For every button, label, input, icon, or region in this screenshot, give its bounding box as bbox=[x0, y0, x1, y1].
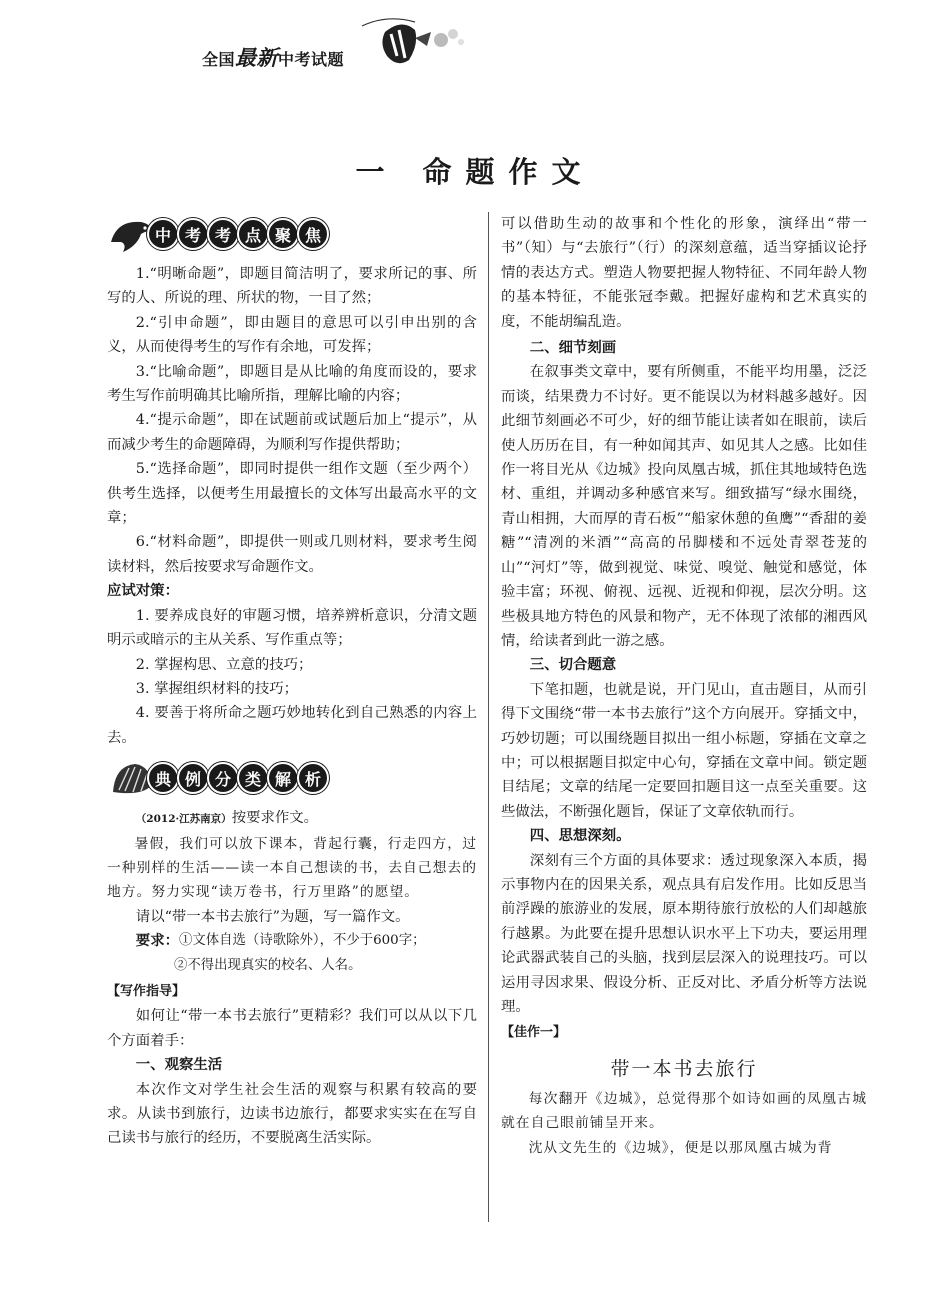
series-title bbox=[202, 42, 344, 72]
section-text-detail: 在叙事类文章中，要有所侧重，不能平均用墨，泛泛而谈，结果费力不讨好。更不能误以为材料越多越好。因此细节刻画必不可少，好的细节能让读者如在眼前，读后使人历历在目，有一种如闻其声、如见其人之感。比如佳作一将目光从《边城》投向凤凰古城，抓住其地域特色选材、重组，并调动多种感官来写。细致描写“绿水围绕，青山相拥，大而厚的青石板”“船家休憩的鱼鹰”“香甜的姜糖”“清冽的米酒”“高高的吊脚楼和不远处青翠苍茏的山”“河灯”等，做到视觉、味觉、嗅觉、触觉和感觉，体验丰富；环视、俯视、远视、近视和仰视，层次分明。这些极具地方特色的风景和物产，无不体现了浓郁的湘西风情，给读者到此一游之感。 bbox=[501, 364, 867, 649]
banner-char: 析 bbox=[297, 762, 329, 794]
writing-guide-tag: 【写作指导】 bbox=[107, 983, 186, 999]
guide-intro: 如何让“带一本书去旅行”更精彩？我们可以从以下几个方面着手： bbox=[107, 1008, 477, 1049]
strategy-item: 3. 掌握组织材料的技巧； bbox=[135, 680, 299, 697]
series-title-prefix: 全国 bbox=[202, 50, 236, 69]
exam-instruction: 按要求作文。 bbox=[231, 810, 319, 827]
exam-task: 请以“带一本书去旅行”为题，写一篇作文。 bbox=[135, 908, 410, 925]
banner-char: 解 bbox=[267, 762, 299, 794]
strategy-heading: 应试对策： bbox=[107, 583, 179, 600]
point-item: 6.“材料命题”，即提供一则或几则材料，要求考生阅读材料，然后按要求写命题作文。 bbox=[107, 534, 477, 575]
requirement-2: ②不得出现真实的校名、人名。 bbox=[174, 957, 362, 973]
fish-logo-icon bbox=[357, 12, 467, 70]
point-item: 2.“引申命题”，即由题目的意思可以引申出别的含义，从而使得考生的写作有余地，可发挥； bbox=[107, 314, 477, 356]
series-title-emph: 最新 bbox=[235, 46, 279, 70]
section-heading-depth: 四、思想深刻。 bbox=[529, 828, 631, 845]
exam-prompt: 暑假，我们可以放下课本，背起行囊，行走四方，过一种别样的生活——读一本自己想读的书，去自己想去的地方。努力实现“读万卷书，行万里路”的愿望。 bbox=[107, 835, 477, 901]
exam-source bbox=[107, 806, 477, 831]
strategy-item: 2. 掌握构思、立意的技巧； bbox=[135, 656, 313, 673]
banner-char: 焦 bbox=[297, 218, 329, 250]
strategy-item: 4. 要善于将所命之题巧妙地转化到自己熟悉的内容上去。 bbox=[107, 705, 477, 746]
requirements bbox=[107, 929, 477, 953]
banner-char: 中 bbox=[147, 218, 179, 250]
point-item: 4.“提示命题”，即在试题前或试题后加上“提示”，从而减少考生的命题障碍，为顺利写作提供帮助； bbox=[107, 412, 477, 453]
section-banner-focus bbox=[107, 212, 477, 256]
requirements-label: 要求： bbox=[135, 933, 179, 950]
banner-char: 分 bbox=[207, 762, 239, 794]
exam-source-tag: （2012·江苏南京） bbox=[135, 813, 232, 826]
section-banner-examples bbox=[107, 756, 477, 800]
left-column bbox=[107, 212, 477, 1151]
banner-char: 典 bbox=[147, 762, 179, 794]
banner-char: 考 bbox=[207, 218, 239, 250]
strategy-item: 1. 要养成良好的审题习惯，培养辨析意识，分清文题明示或暗示的主从关系、写作重点等； bbox=[107, 607, 477, 649]
section-text-topic: 下笔扣题，也就是说，开门见山，直击题目，从而引得下文围绕“带一本书去旅行”这个方向展开。穿插文中，巧妙切题；可以围绕题目拟出一组小标题，穿插在文章之中；可以根据题目拟定中心句，穿插在文章中间。锁定题目结尾；文章的结尾一定要回扣题目这一点至关重要。这些做法，不断强化题旨，保证了文章依轨而行。 bbox=[501, 681, 867, 820]
essay-paragraph: 沈从文先生的《边城》，便是以那凤凰古城为背 bbox=[528, 1139, 833, 1156]
banner-char: 例 bbox=[177, 762, 209, 794]
banner-char: 考 bbox=[177, 218, 209, 250]
section-heading-detail: 二、细节刻画 bbox=[529, 340, 617, 357]
series-title-suffix: 中考试题 bbox=[278, 50, 345, 69]
section-heading-observe: 一、观察生活 bbox=[135, 1057, 223, 1074]
banner-char: 聚 bbox=[267, 218, 299, 250]
chapter-title: 一 命题作文 bbox=[355, 155, 595, 189]
continued-text: 可以借助生动的故事和个性化的形象，演绎出“带一书”（知）与“去旅行”（行）的深刻意蕴，适当穿插议论抒情的表达方式。塑造人物要把握人物特征、不同年龄人物的基本特征，不能张冠李戴。把握好虚构和艺术真实的度，不能胡编乱造。 bbox=[501, 216, 867, 330]
point-item: 3.“比喻命题”，即题目是从比喻的角度而设的，要求考生写作前明确其比喻所指，理解比喻的内容； bbox=[107, 363, 477, 405]
page-header bbox=[192, 12, 492, 72]
right-column bbox=[501, 212, 867, 1160]
section-text-observe: 本次作文对学生社会生活的观察与积累有较高的要求。从读书到旅行，边读书边旅行，都要求实实在在写自己读书与旅行的经历，不要脱离生活实际。 bbox=[107, 1081, 477, 1147]
section-text-depth: 深刻有三个方面的具体要求：透过现象深入本质，揭示事物内在的因果关系，观点具有启发作用。比如反思当前浮躁的旅游业的发展，原本期待旅行放松的人们却越旅行越累。为此要在提升思想认识水平上下功夫，要运用理论武器武装自己的头脑，找到层层深入的说理技巧。可以运用寻因求果、假设分析、正反对比、矛盾分析等方法说理。 bbox=[501, 852, 867, 1015]
essay-title: 带一本书去旅行 bbox=[610, 1057, 758, 1080]
requirement-1: ①文体自选（诗歌除外），不少于600字； bbox=[178, 933, 426, 949]
model-essay-tag: 【佳作一】 bbox=[501, 1025, 567, 1041]
point-item: 5.“选择命题”，即同时提供一组作文题（至少两个）供考生选择，以便考生用最擅长的文体写出最高水平的文章； bbox=[107, 461, 477, 527]
banner-char: 类 bbox=[237, 762, 269, 794]
banner-char: 点 bbox=[237, 218, 269, 250]
essay-paragraph: 每次翻开《边城》，总觉得那个如诗如画的凤凰古城就在自己眼前铺呈开来。 bbox=[501, 1090, 867, 1132]
column-divider bbox=[488, 212, 489, 1222]
section-heading-topic: 三、切合题意 bbox=[529, 657, 617, 674]
point-item: 1.“明晰命题”，即题目简洁明了，要求所记的事、所写的人、所说的理、所状的物，一目了然； bbox=[107, 266, 477, 307]
